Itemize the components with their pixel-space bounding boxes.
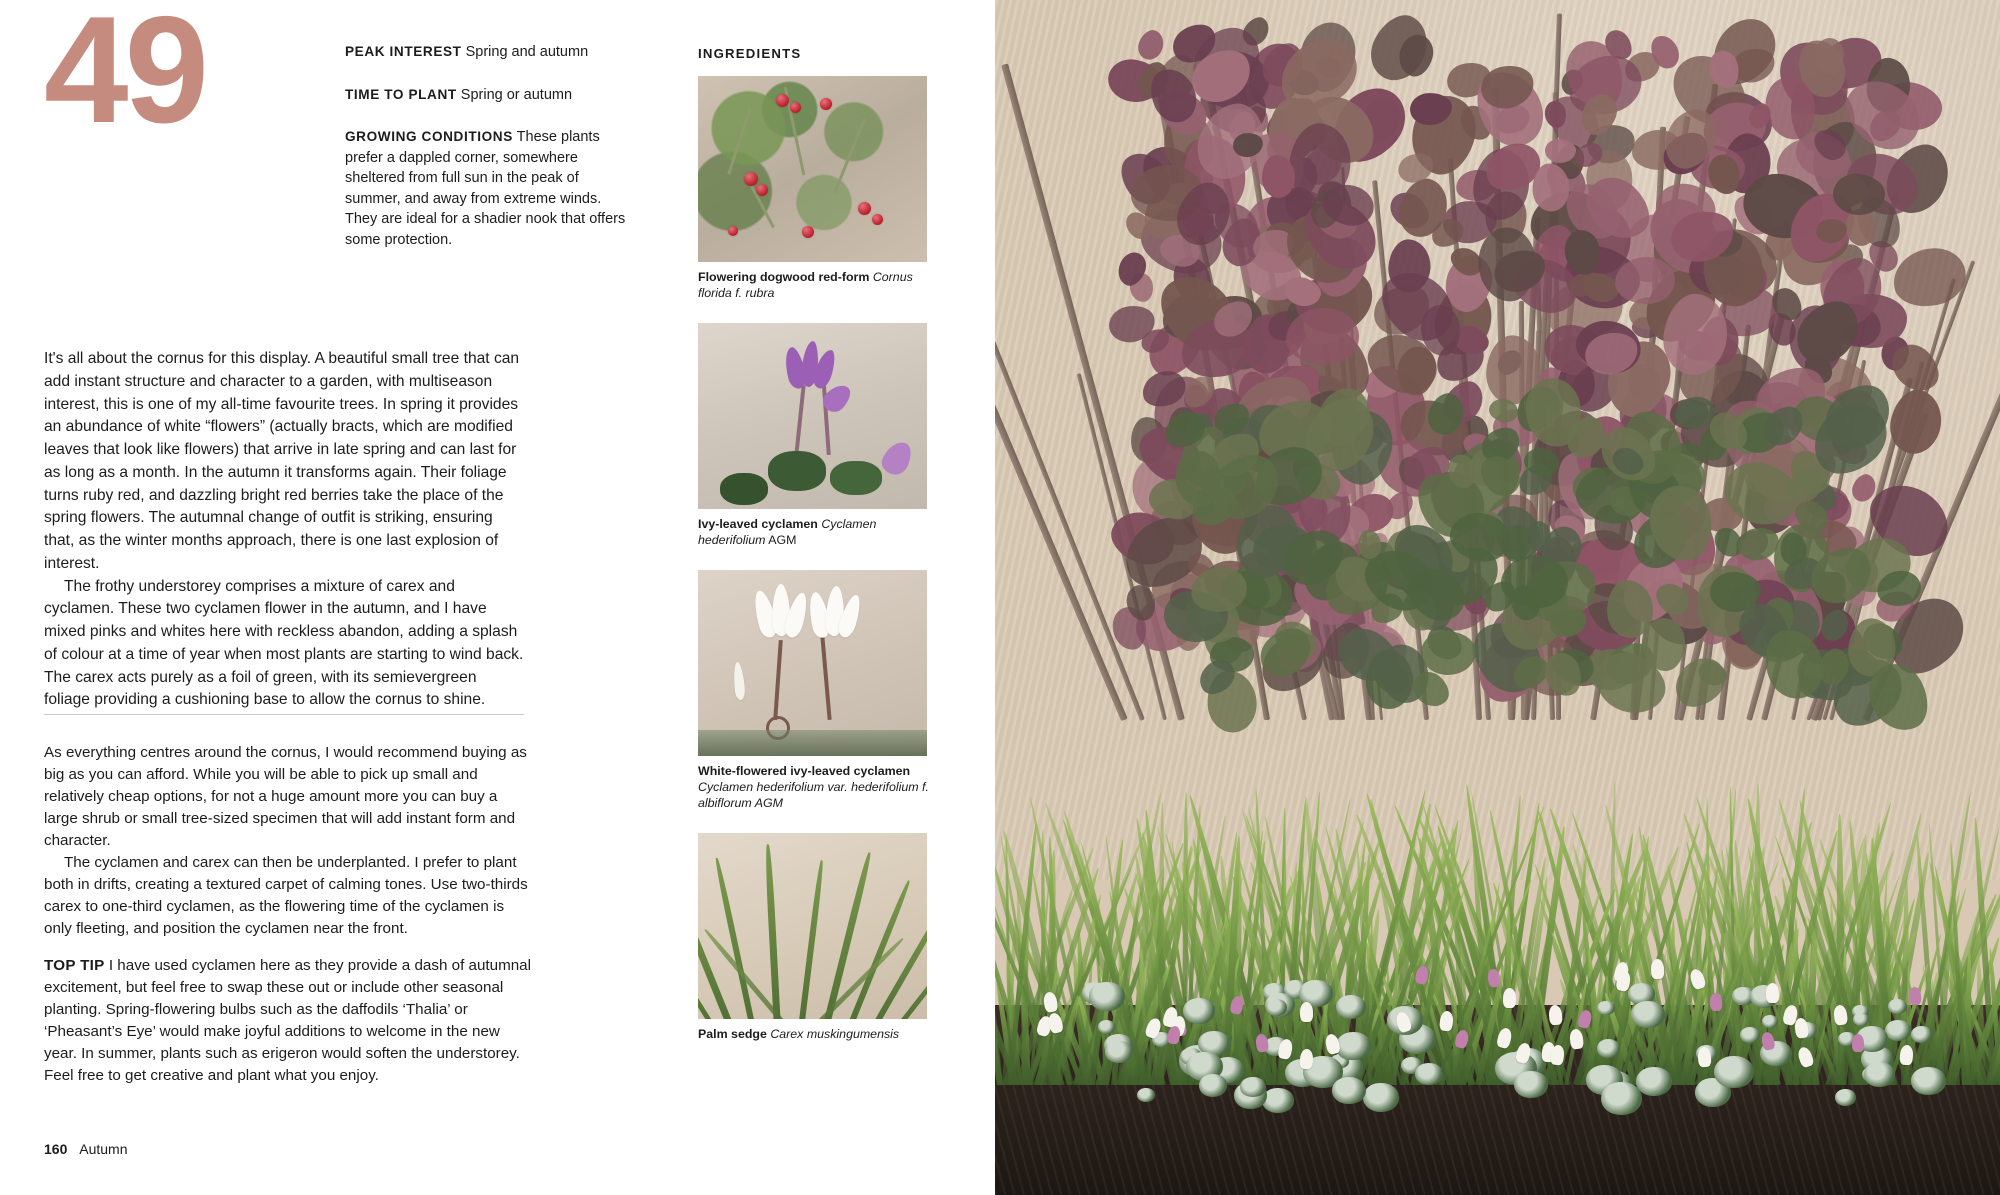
meta-time-to-plant-value: Spring or autumn [460,86,573,103]
ingredient-item [698,323,930,549]
ingredient-latin-name: Carex muskingumensis [770,1026,900,1041]
meta-time-to-plant-label: TIME TO PLANT [345,86,457,102]
meta-time-to-plant [345,85,635,106]
meta-growing-conditions-label: GROWING CONDITIONS [345,129,513,145]
garden-border-photo [995,0,2000,1195]
ingredient-latin-name: Cornus florida f. rubra [698,270,913,301]
meta-growing-conditions-value: These plants prefer a dappled corner, somewhere sheltered from full sun in the peak of summer, and away from extreme winds. They are ideal for a shadier nook that offers some protection. [345,129,626,249]
body-column-bottom [44,742,534,940]
ingredient-caption [698,1026,930,1042]
meta-growing-conditions [345,127,635,250]
ingredients-heading: INGREDIENTS [698,46,802,61]
folio [44,1141,128,1157]
ingredient-caption [698,516,930,549]
dogwood-berries-photo [698,76,927,262]
pink-cyclamen-photo [698,323,927,509]
ingredients-column [698,46,930,1063]
top-tip-label: TOP TIP [44,957,105,974]
plant-meta-block [345,42,635,273]
design-number: 49 [44,0,206,155]
left-page [0,0,995,1195]
ingredient-latin-name: Cyclamen hederifolium var. hederifolium f. albiflorum AGM [698,779,929,811]
cyclamen-drift [995,940,2000,1100]
ingredient-common-name: Palm sedge [698,1026,767,1041]
white-cyclamen-photo [698,570,927,756]
meta-peak-interest-value: Spring and autumn [465,44,589,60]
ingredient-common-name: White-flowered ivy-leaved cyclamen [698,763,911,778]
body-paragraph-4: The cyclamen and carex can then be underplanted. I prefer to plant both in drifts, creating a textured carpet of calming tones. Use two-thirds carex to one-third cyclamen, as the flowering time of the cyclamen is only fleeting, and position the cyclamen near the front. [44,854,528,938]
folio-section-name: Autumn [79,1141,128,1157]
meta-peak-interest [345,42,635,63]
body-paragraph-2: The frothy understorey comprises a mixture of carex and cyclamen. These two cyclamen flower in the autumn, and I have mixed pinks and whites here with reckless abandon, adding a splash of colour at a time of year when most plants are starting to wind back. The carex acts purely as a foil of green, with its semievergreen foliage providing a cushioning base to allow the cornus to shine. [44,577,524,709]
folio-page-number: 160 [44,1141,68,1157]
body-paragraph-1: It's all about the cornus for this display. A beautiful small tree that can add instant structure and character to a garden, with multiseason interest, this is one of my all-time favourite trees. In spring it provides an abundance of white “flowers” (actually bracts, which are modified leaves that look like flowers) that arrive in late spring and can last for as long as a month. In the autumn it transforms again. Their foliage turns ruby red, and dazzling bright red berries take the place of the spring flowers. The autumnal change of outfit is striking, ensuring that, as the winter months approach, there is one last explosion of interest. [44,350,520,572]
ingredient-item [698,570,930,812]
ingredient-caption [698,269,930,302]
ingredient-item [698,833,930,1042]
palm-sedge-photo [698,833,927,1019]
ingredient-latin-name: Cyclamen hederifolium [698,516,877,548]
ingredient-caption [698,763,930,812]
ingredient-item [698,76,930,302]
section-divider [44,714,524,715]
ingredient-common-name: Ivy-leaved cyclamen [698,516,818,531]
meta-peak-interest-label: PEAK INTEREST [345,44,462,59]
ingredient-common-name: Flowering dogwood red-form [698,270,870,284]
body-column-top [44,348,524,712]
top-tip-text: I have used cyclamen here as they provide a dash of autumnal excitement, but feel free to swap these out or include other seasonal planting. Spring-flowering bulbs such as the daffodils ‘Thalia’ or ‘Pheasant’s Eye’ would make joyful additions to welcome in the new year. In summer, plants such as erigeron would soften the understorey. Feel free to get creative and plant what you enjoy. [44,957,531,1085]
body-paragraph-3: As everything centres around the cornus, I would recommend buying as big as you can afford. While you will be able to pick up small and relatively cheap options, for not a huge amount more you can buy a large shrub or small tree-sized specimen that will add instant form and character. [44,744,527,850]
ingredient-award-suffix: AGM [768,533,797,548]
top-tip-block [44,955,534,1087]
